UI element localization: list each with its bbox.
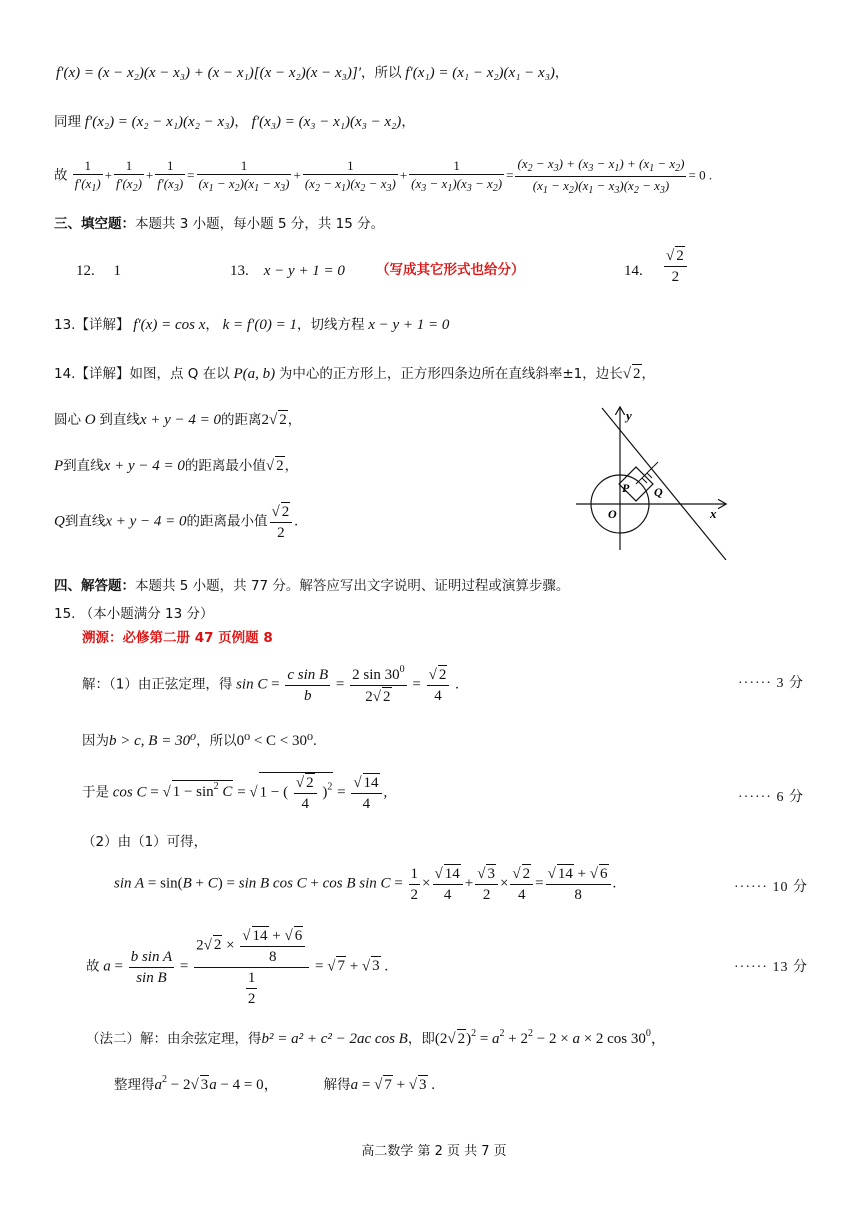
answer-14-value: $\frac{√ 2}{2}$ [662, 246, 689, 286]
detail-14-row-2: P到直线x + y − 4 = 0的距离最小值√ 2， [54, 458, 299, 474]
geometry-figure [570, 400, 740, 560]
score-13: ······ 13 分 [734, 960, 808, 975]
solution-step-6: 故 a = $\frac{\text{b sin A}}{\text{sin B}}$ = 2√ 2 × $\frac{√ 14 + √ 6}{8}$ $\frac{1}{2}$ = √ 7 + √ 3 . [86, 928, 389, 1007]
solution-part-2: （2）由（1）可得， [82, 834, 208, 850]
answer-13-note: （写成其它形式也给分） [376, 262, 525, 278]
similarly-line: 同理 f′(x₂) = (x₂ − x₁)(x₂ − x₃)， f′(x₃) = (x₃ − x₁)(x₃ − x₂)， [54, 114, 415, 130]
section-4-heading: 四、解答题：本题共 5 小题，共 77 分。解答应写出文字说明、证明过程或演算步骤。 [54, 578, 570, 594]
origin-label: O [608, 507, 617, 521]
question-15-header: 15. （本小题满分 13 分） [54, 606, 214, 622]
source-note: 溯源：必修第二册 47 页例题 8 [82, 630, 273, 646]
answer-12: 12. 1 [76, 263, 121, 279]
answer-13: 13. x − y + 1 = 0 [230, 263, 345, 279]
score-10: ······ 10 分 [734, 880, 808, 895]
answer-14: 14. [624, 263, 643, 279]
detail-14: 14.【详解】如图，点 Q 在以 P(a, b) 为中心的正方形上，正方形四条边所在直线斜率±1，边长√ 2， [54, 366, 655, 382]
score-3: ······ 3 分 [738, 676, 804, 691]
score-6: ······ 6 分 [738, 790, 804, 805]
x-label: x [710, 506, 717, 521]
y-label: y [626, 408, 632, 423]
page-footer: 高二数学 第 2 页 共 7 页 [361, 1144, 507, 1159]
detail-13: 13.【详解】 f′(x) = cos x， k = f′(0) = 1，切线方程 x − y + 1 = 0 [54, 317, 450, 333]
p-label: P [622, 481, 630, 495]
solution-step-5: sin A = sin(B + C) = sin B cos C + cos B sin C = $\frac{1}{2}$ × $\frac{√ 14}{4}$ + $\frac{√ 3}{2}$ × $\frac{√ 2}{4}$ = $\frac{√ 14 + √ 6}{8}$ . [114, 865, 617, 903]
derivative-expression: f′(x) = (x − x₂)(x − x₃) + (x − x₁)[(x − x₂)(x − x₃)]′ [56, 65, 362, 81]
solution-method-2-result: 整理得$a^2 - 2√$ 3a − 4 = 0， 解得a = √ 7 + √ 3 . [114, 1074, 436, 1093]
solution-step-1: 解：（1）由正弦定理，得 sin C = $\frac{\text{c sin B}}{b}$ = $\frac{2 \sin 30^0}{2√ 2}$ = $\frac{√ 2}{4}$ . [82, 664, 459, 705]
solution-step-2: 因为b > c, B = 30⁰，所以0⁰ < C < 30⁰. [82, 733, 317, 749]
q-label: Q [654, 485, 663, 499]
solution-step-3: 于是 cos C = √ $1 - \sin^2 C$ = √ 1 − ( $\frac{√ 2}{4}$ )$^2$ = $\frac{√ 14}{4}$ , [82, 772, 387, 813]
reciprocal-sum-line: 故 $\frac{1}{f'(x_1)}$ + $\frac{1}{f'(x_2)}$ + $\frac{1}{f'(x_3)}$ = $\frac{1}{(x_1 - x_2)(x_1 - x_3)}$ + $\frac{1}{(x_2 - x_1)(x_2 - x_3)}$ + $\frac{1}{(x_3 - x_1)(x_3 - x_2)}$ = $\frac{(x_2 - x_3) + (x_3 - x_1) + (x_1 - x_2)}{(x_1 - x_2)(x_1 - x_3)(x_2 - x_3)}$ = 0 . [54, 156, 713, 196]
derivative-line: f′(x) = (x − x₂)(x − x₃) + (x − x₁)[(x − x₂)(x − x₃)]′，所以 f′(x₁) = (x₁ − x₂)(x₁ − x₃)， [56, 65, 569, 81]
section-3-heading: 三、填空题：本题共 3 小题，每小题 5 分，共 15 分。 [54, 216, 385, 232]
detail-14-row-1: 圆心 O 到直线x + y − 4 = 0的距离2√ 2， [54, 412, 302, 428]
solution-method-2: （法二）解：由余弦定理，得b² = a² + c² − 2ac cos B，即(2√ $2)^2 = a^2 + 2^2 - 2 \times a \times 2$ $\cos 30^0$， [86, 1028, 666, 1047]
detail-14-row-3: Q到直线x + y − 4 = 0的距离最小值 $\frac{√ 2}{2}$ . [54, 504, 299, 541]
